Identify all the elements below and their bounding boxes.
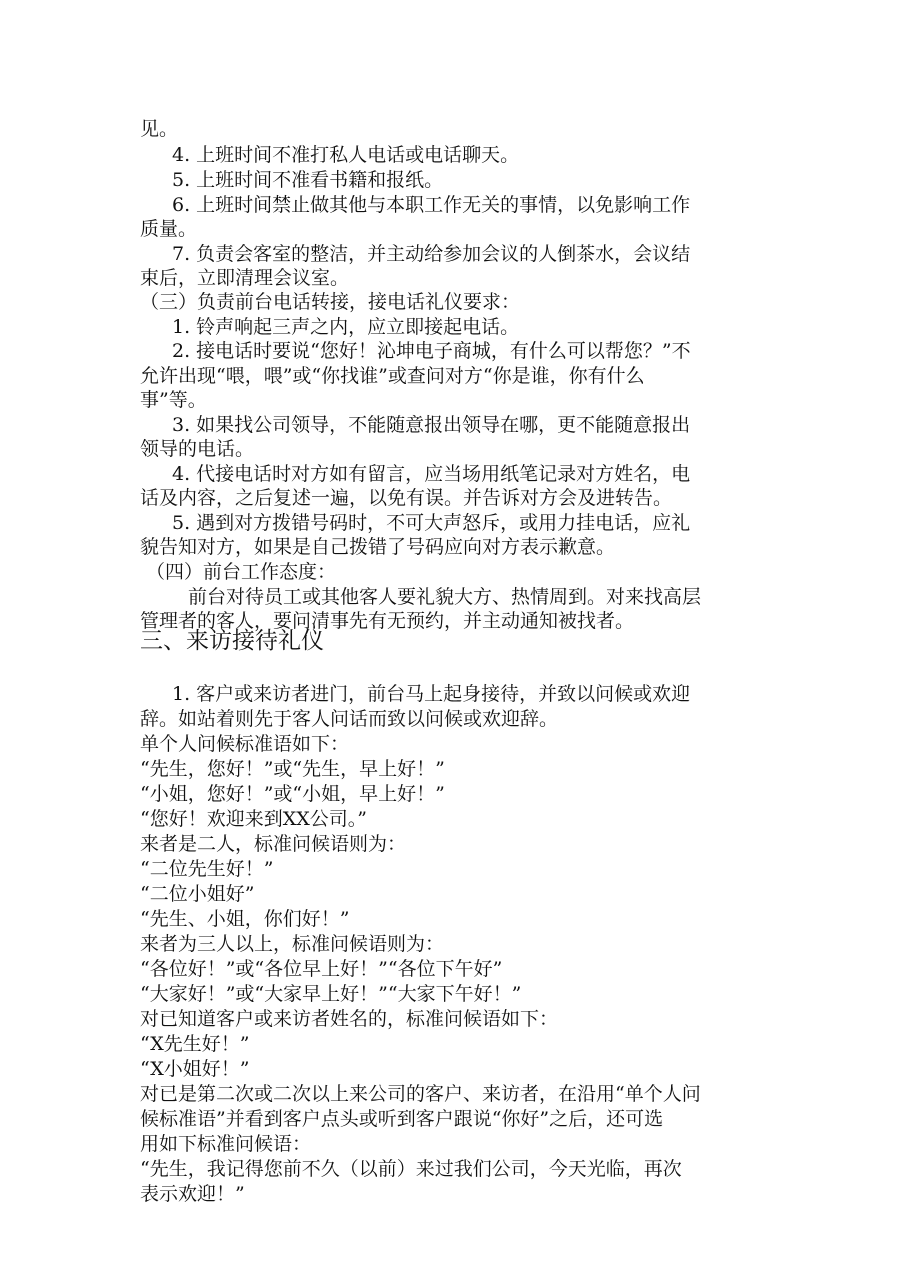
text-line: “X小姐好！”	[140, 1058, 250, 1080]
text-line: “二位先生好！”	[140, 858, 274, 880]
text-line: 单个人问候标准语如下：	[140, 733, 350, 755]
text-line: 5. 上班时间不准看书籍和报纸。	[172, 169, 444, 191]
text-line: 质量。	[140, 218, 198, 240]
text-line: 表示欢迎！”	[140, 1183, 245, 1205]
text-line: “大家好！”或“大家早上好！”“大家下午好！”	[140, 983, 522, 1005]
text-line: “X先生好！”	[140, 1033, 250, 1055]
text-line: 对已知道客户或来访者姓名的，标准问候语如下：	[140, 1008, 559, 1030]
text-line: 来者是二人，标准问候语则为：	[140, 833, 407, 855]
text-line: 3. 如果找公司领导，不能随意报出领导在哪，更不能随意报出	[172, 414, 691, 436]
text-line: 束后，立即清理会议室。	[140, 267, 350, 289]
text-line: （三）负责前台电话转接，接电话礼仪要求：	[140, 291, 521, 313]
text-line: “先生，您好！”或“先生，早上好！”	[140, 758, 445, 780]
text-line: （四）前台工作态度：	[146, 561, 337, 583]
text-line: 7. 负责会客室的整洁，并主动给参加会议的人倒茶水，会议结	[172, 243, 691, 265]
section-heading: 三、来访接待礼仪	[140, 628, 324, 654]
text-line: 4. 上班时间不准打私人电话或电话聊天。	[172, 144, 520, 166]
text-line: 候标准语”并看到客户点头或听到客户跟说“你好”之后，还可选	[140, 1108, 664, 1130]
text-line: 来者为三人以上，标准问候语则为：	[140, 933, 445, 955]
text-line: 见。	[140, 118, 179, 140]
text-line: “各位好！”或“各位早上好！”“各位下午好”	[140, 958, 503, 980]
text-line: 对已是第二次或二次以上来公司的客户、来访者，在沿用“单个人问	[140, 1083, 701, 1105]
text-line: 6. 上班时间禁止做其他与本职工作无关的事情，以免影响工作	[172, 194, 691, 216]
text-line: 允许出现“喂，喂”或“你找谁”或查问对方“你是谁，你有什么	[140, 365, 645, 387]
text-line: 前台对待员工或其他客人要礼貌大方、热情周到。对来找高层	[188, 586, 702, 608]
text-line: 事”等。	[140, 389, 207, 411]
text-line: 4. 代接电话时对方如有留言，应当场用纸笔记录对方姓名，电	[172, 463, 691, 485]
text-line: 1. 客户或来访者进门，前台马上起身接待，并致以问候或欢迎	[172, 683, 691, 705]
text-line: 2. 接电话时要说“您好！沁坤电子商城，有什么可以帮您？”不	[172, 340, 691, 362]
text-line: 领导的电话。	[140, 438, 255, 460]
text-line: 貌告知对方，如果是自己拨错了号码应向对方表示歉意。	[140, 536, 616, 558]
text-line: “先生、小姐，你们好！”	[140, 908, 350, 930]
text-line: “二位小姐好”	[140, 883, 255, 905]
text-line: “您好！欢迎来到XX公司。”	[140, 808, 367, 830]
text-line: 辞。如站着则先于客人问话而致以问候或欢迎辞。	[140, 708, 559, 730]
text-line: “小姐，您好！”或“小姐，早上好！”	[140, 783, 445, 805]
text-line: 用如下标准问候语：	[140, 1133, 312, 1155]
text-line: “先生，我记得您前不久（以前）来过我们公司，今天光临，再次	[140, 1158, 682, 1180]
text-line: 1. 铃声响起三声之内，应立即接起电话。	[172, 316, 520, 338]
text-line: 话及内容，之后复述一遍，以免有误。并告诉对方会及进转告。	[140, 487, 673, 509]
text-line: 5. 遇到对方拨错号码时，不可大声怒斥，或用力挂电话，应礼	[172, 512, 691, 534]
text-line: 管理者的客人，要问清事先有无预约，并主动通知被找者。	[140, 610, 635, 632]
